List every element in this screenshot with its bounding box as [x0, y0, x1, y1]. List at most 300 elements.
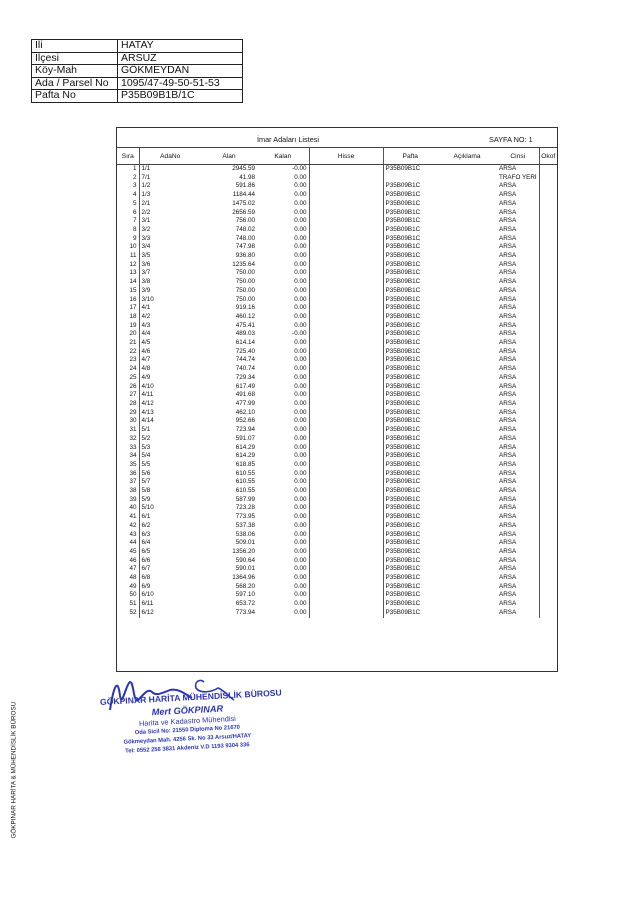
- table-cell: [437, 374, 497, 383]
- table-cell: ARSA: [499, 530, 517, 538]
- table-cell: P35B09B1C: [383, 365, 437, 374]
- table-cell: P35B09B1C: [383, 504, 437, 513]
- table-cell: 4/9: [139, 374, 201, 383]
- table-cell: [539, 400, 557, 409]
- side-office-text: GÖKPINAR HARİTA & MÜHENDİSLİK BÜROSU: [10, 701, 18, 839]
- table-cell: ARSA: [499, 339, 517, 347]
- table-cell: 34: [129, 452, 137, 460]
- table-cell: 1235.64: [232, 260, 255, 268]
- table-cell: 19: [129, 321, 137, 329]
- table-cell: 0.00: [294, 295, 307, 303]
- table-cell: [309, 531, 383, 540]
- table-cell: [437, 452, 497, 461]
- table-cell: [437, 269, 497, 278]
- table-cell: [309, 304, 383, 313]
- table-cell: 750.00: [235, 295, 255, 303]
- table-row: [117, 444, 557, 453]
- table-cell: 50: [129, 591, 137, 599]
- table-cell: 41: [129, 513, 137, 521]
- table-cell: [539, 591, 557, 600]
- column-header: Alan: [201, 148, 257, 165]
- table-cell: [539, 313, 557, 322]
- table-cell: [437, 504, 497, 513]
- table-cell: 43: [129, 530, 137, 538]
- table-cell: 0.00: [294, 539, 307, 547]
- table-cell: ARSA: [499, 182, 517, 190]
- table-cell: [539, 191, 557, 200]
- table-cell: ARSA: [499, 225, 517, 233]
- table-cell: [437, 235, 497, 244]
- table-cell: P35B09B1C: [383, 313, 437, 322]
- table-cell: [309, 252, 383, 261]
- table-cell: 42: [129, 521, 137, 529]
- table-cell: 0.00: [294, 460, 307, 468]
- table-cell: 0.00: [294, 382, 307, 390]
- table-row: [117, 165, 557, 174]
- table-cell: P35B09B1C: [383, 165, 437, 174]
- table-cell: 587.99: [235, 495, 255, 503]
- stamp-line-phone: Tel: 0552 256 3831 Akdeniz V.D 1193 9304 336: [125, 742, 250, 755]
- table-cell: [539, 609, 557, 618]
- table-row: [117, 226, 557, 235]
- table-cell: [539, 504, 557, 513]
- table-cell: P35B09B1C: [383, 496, 437, 505]
- table-cell: 49: [129, 582, 137, 590]
- table-cell: 4/8: [139, 365, 201, 374]
- table-cell: 6/1: [139, 513, 201, 522]
- table-cell: [539, 339, 557, 348]
- table-cell: 460.12: [235, 312, 255, 320]
- table-cell: [437, 174, 497, 183]
- table-cell: 10: [129, 243, 137, 251]
- table-cell: P35B09B1C: [383, 278, 437, 287]
- table-cell: [437, 496, 497, 505]
- table-cell: ARSA: [499, 513, 517, 521]
- table-row: [117, 478, 557, 487]
- table-cell: P35B09B1C: [383, 235, 437, 244]
- table-cell: 6/9: [139, 583, 201, 592]
- table-cell: [437, 470, 497, 479]
- table-cell: 12: [129, 260, 137, 268]
- table-cell: P35B09B1C: [383, 191, 437, 200]
- table-cell: 610.55: [235, 478, 255, 486]
- table-cell: ARSA: [499, 321, 517, 329]
- table-cell: 5/7: [139, 478, 201, 487]
- table-cell: [437, 461, 497, 470]
- list-header: [117, 128, 557, 147]
- table-cell: 5/6: [139, 470, 201, 479]
- table-cell: 756.00: [235, 217, 255, 225]
- table-cell: ARSA: [499, 252, 517, 260]
- table-cell: 4/7: [139, 356, 201, 365]
- table-cell: 35: [129, 460, 137, 468]
- table-cell: 0.00: [294, 217, 307, 225]
- table-cell: 26: [129, 382, 137, 390]
- table-cell: 2945.59: [232, 165, 255, 172]
- table-cell: 6/5: [139, 548, 201, 557]
- table-cell: 0.00: [294, 339, 307, 347]
- table-cell: 0.00: [294, 408, 307, 416]
- table-cell: P35B09B1C: [383, 243, 437, 252]
- table-row: [117, 435, 557, 444]
- table-cell: P35B09B1C: [383, 574, 437, 583]
- table-cell: ARSA: [499, 391, 517, 399]
- table-row: [117, 191, 557, 200]
- table-cell: [539, 461, 557, 470]
- table-cell: 6/11: [139, 600, 201, 609]
- table-cell: [437, 417, 497, 426]
- table-cell: [539, 235, 557, 244]
- table-row: [117, 374, 557, 383]
- table-cell: 0.00: [294, 260, 307, 268]
- table-cell: [437, 209, 497, 218]
- table-cell: [309, 174, 383, 183]
- table-cell: 5/9: [139, 496, 201, 505]
- table-cell: ARSA: [499, 208, 517, 216]
- table-cell: 0.00: [294, 513, 307, 521]
- table-cell: P35B09B1C: [383, 522, 437, 531]
- table-cell: 3: [132, 182, 137, 190]
- table-cell: [539, 200, 557, 209]
- table-cell: 6/12: [139, 609, 201, 618]
- table-cell: 610.55: [235, 469, 255, 477]
- table-cell: [539, 600, 557, 609]
- table-cell: 48: [129, 574, 137, 582]
- column-header: Açıklama: [437, 148, 497, 165]
- table-cell: 509.01: [235, 539, 255, 547]
- table-cell: [309, 235, 383, 244]
- stamp-line-title: Harita ve Kadastro Mühendisi: [138, 713, 237, 728]
- table-cell: 723.28: [235, 504, 255, 512]
- table-cell: [437, 200, 497, 209]
- table-cell: [437, 383, 497, 392]
- table-cell: [309, 278, 383, 287]
- table-cell: [539, 365, 557, 374]
- table-cell: 1364.96: [232, 574, 255, 582]
- table-cell: ARSA: [499, 373, 517, 381]
- table-cell: 0.00: [294, 321, 307, 329]
- table-row: [117, 557, 557, 566]
- table-cell: ARSA: [499, 243, 517, 251]
- table-cell: [437, 165, 497, 174]
- stamp-line-registry: Oda Sicil No: 21550 Diploma No 21670: [134, 724, 241, 737]
- table-cell: 0.00: [294, 574, 307, 582]
- table-cell: ARSA: [499, 417, 517, 425]
- table-cell: 40: [129, 504, 137, 512]
- table-cell: [539, 278, 557, 287]
- table-cell: P35B09B1C: [383, 252, 437, 261]
- table-cell: [539, 452, 557, 461]
- table-row: [117, 417, 557, 426]
- table-cell: 2656.59: [232, 208, 255, 216]
- table-cell: 4/12: [139, 400, 201, 409]
- table-cell: [437, 557, 497, 566]
- table-cell: [309, 539, 383, 548]
- table-cell: [309, 339, 383, 348]
- table-cell: 4/1: [139, 304, 201, 313]
- table-cell: P35B09B1C: [383, 444, 437, 453]
- table-cell: 6/2: [139, 522, 201, 531]
- table-cell: 591.86: [235, 182, 255, 190]
- table-row: [117, 339, 557, 348]
- table-cell: ARSA: [499, 304, 517, 312]
- table-row: [117, 461, 557, 470]
- table-cell: 0.00: [294, 608, 307, 616]
- table-cell: [437, 409, 497, 418]
- table-cell: ARSA: [499, 269, 517, 277]
- table-cell: 744.74: [235, 356, 255, 364]
- table-cell: ARSA: [499, 286, 517, 294]
- table-cell: 0.00: [294, 365, 307, 373]
- table-cell: [539, 252, 557, 261]
- table-row: [117, 278, 557, 287]
- table-cell: [437, 391, 497, 400]
- table-row: [117, 243, 557, 252]
- info-value: HATAY: [118, 40, 243, 53]
- table-cell: 36: [129, 469, 137, 477]
- info-key: Ada / Parsel No: [32, 77, 118, 90]
- table-cell: [437, 539, 497, 548]
- table-cell: [539, 182, 557, 191]
- table-cell: 31: [129, 426, 137, 434]
- table-cell: 6/3: [139, 531, 201, 540]
- table-cell: 21: [129, 339, 137, 347]
- table-cell: 3/1: [139, 217, 201, 226]
- table-cell: P35B09B1C: [383, 461, 437, 470]
- table-cell: 3/6: [139, 261, 201, 270]
- table-cell: 952.66: [235, 417, 255, 425]
- table-cell: [437, 330, 497, 339]
- column-header: Okof: [539, 148, 557, 165]
- table-cell: [309, 374, 383, 383]
- table-cell: [309, 383, 383, 392]
- table-cell: P35B09B1C: [383, 391, 437, 400]
- table-cell: 1: [132, 165, 137, 172]
- table-cell: [539, 243, 557, 252]
- table-cell: 45: [129, 547, 137, 555]
- info-row: [32, 65, 243, 78]
- table-cell: [309, 313, 383, 322]
- table-cell: [309, 182, 383, 191]
- table-cell: 0.00: [294, 469, 307, 477]
- table-cell: [539, 470, 557, 479]
- table-row: [117, 182, 557, 191]
- table-cell: [309, 600, 383, 609]
- table-cell: 33: [129, 443, 137, 451]
- table-cell: [437, 261, 497, 270]
- table-cell: [309, 574, 383, 583]
- table-cell: 52: [129, 608, 137, 616]
- table-cell: [539, 174, 557, 183]
- table-cell: P35B09B1C: [383, 348, 437, 357]
- table-cell: P35B09B1C: [383, 339, 437, 348]
- table-cell: 17: [129, 304, 137, 312]
- table-cell: [309, 444, 383, 453]
- table-cell: P35B09B1C: [383, 409, 437, 418]
- table-cell: P35B09B1C: [383, 487, 437, 496]
- table-cell: [309, 209, 383, 218]
- table-cell: P35B09B1C: [383, 557, 437, 566]
- table-cell: P35B09B1C: [383, 269, 437, 278]
- table-cell: [539, 269, 557, 278]
- table-cell: 614.14: [235, 339, 255, 347]
- table-cell: 4: [132, 191, 137, 199]
- table-cell: 25: [129, 373, 137, 381]
- table-row: [117, 261, 557, 270]
- table-cell: 18: [129, 312, 137, 320]
- table-cell: 14: [129, 278, 137, 286]
- table-cell: 5/8: [139, 487, 201, 496]
- table-cell: [539, 217, 557, 226]
- table-cell: [437, 531, 497, 540]
- table-cell: 0.00: [294, 495, 307, 503]
- table-cell: [437, 400, 497, 409]
- table-cell: 750.00: [235, 278, 255, 286]
- table-cell: 723.94: [235, 426, 255, 434]
- table-cell: [539, 226, 557, 235]
- table-cell: 1/1: [139, 165, 201, 174]
- table-cell: 51: [129, 600, 137, 608]
- table-cell: [309, 322, 383, 331]
- table-cell: ARSA: [499, 565, 517, 573]
- table-cell: ARSA: [499, 234, 517, 242]
- table-cell: [437, 591, 497, 600]
- table-cell: 6/4: [139, 539, 201, 548]
- table-cell: [309, 330, 383, 339]
- table-cell: 38: [129, 487, 137, 495]
- table-cell: [309, 591, 383, 600]
- table-row: [117, 496, 557, 505]
- table-cell: [437, 426, 497, 435]
- table-cell: ARSA: [499, 426, 517, 434]
- table-cell: P35B09B1C: [383, 304, 437, 313]
- table-cell: P35B09B1C: [383, 426, 437, 435]
- table-cell: [437, 243, 497, 252]
- table-cell: 0.00: [294, 234, 307, 242]
- table-row: [117, 574, 557, 583]
- table-cell: [539, 539, 557, 548]
- table-cell: P35B09B1C: [383, 531, 437, 540]
- table-row: [117, 565, 557, 574]
- table-cell: [437, 600, 497, 609]
- table-cell: 475.41: [235, 321, 255, 329]
- table-cell: 32: [129, 434, 137, 442]
- table-cell: [309, 269, 383, 278]
- table-cell: [539, 522, 557, 531]
- table-cell: 618.85: [235, 460, 255, 468]
- table-cell: [437, 217, 497, 226]
- table-cell: 41.98: [239, 173, 255, 181]
- table-cell: [309, 191, 383, 200]
- table-cell: 1/2: [139, 182, 201, 191]
- table-cell: 5: [132, 199, 137, 207]
- table-cell: [539, 165, 557, 174]
- table-cell: ARSA: [499, 260, 517, 268]
- info-value: GÖKMEYDAN: [118, 65, 243, 78]
- table-row: [117, 304, 557, 313]
- table-cell: 0.00: [294, 191, 307, 199]
- table-cell: TRAFO YERİ: [499, 173, 537, 181]
- table-row: [117, 470, 557, 479]
- table-cell: [309, 217, 383, 226]
- table-cell: [539, 496, 557, 505]
- info-value: 1095/47-49-50-51-53: [118, 77, 243, 90]
- table-cell: 0.00: [294, 243, 307, 251]
- table-cell: [309, 496, 383, 505]
- table-cell: ARSA: [499, 191, 517, 199]
- table-cell: [437, 513, 497, 522]
- table-cell: 6/7: [139, 565, 201, 574]
- table-cell: [539, 383, 557, 392]
- table-cell: 4/11: [139, 391, 201, 400]
- table-cell: P35B09B1C: [383, 435, 437, 444]
- table-cell: ARSA: [499, 365, 517, 373]
- table-cell: [539, 287, 557, 296]
- table-cell: 0.00: [294, 356, 307, 364]
- table-cell: 653.72: [235, 600, 255, 608]
- table-row: [117, 513, 557, 522]
- table-cell: 3/2: [139, 226, 201, 235]
- table-cell: 729.34: [235, 373, 255, 381]
- table-cell: ARSA: [499, 591, 517, 599]
- table-cell: P35B09B1C: [383, 287, 437, 296]
- table-cell: 0.00: [294, 312, 307, 320]
- table-cell: 590.64: [235, 556, 255, 564]
- table-cell: [539, 583, 557, 592]
- table-cell: 0.00: [294, 478, 307, 486]
- table-cell: 6/6: [139, 557, 201, 566]
- table-cell: [437, 252, 497, 261]
- table-cell: 6: [132, 208, 137, 216]
- table-cell: 477.99: [235, 399, 255, 407]
- table-cell: 8: [132, 225, 137, 233]
- imar-table: [117, 147, 557, 618]
- table-cell: 1/3: [139, 191, 201, 200]
- table-cell: ARSA: [499, 495, 517, 503]
- table-cell: 0.00: [294, 547, 307, 555]
- table-cell: ARSA: [499, 608, 517, 616]
- table-cell: [309, 417, 383, 426]
- table-cell: ARSA: [499, 478, 517, 486]
- table-cell: 4/2: [139, 313, 201, 322]
- table-cell: 0.00: [294, 278, 307, 286]
- table-row: [117, 426, 557, 435]
- table-row: [117, 504, 557, 513]
- table-cell: 0.00: [294, 582, 307, 590]
- table-cell: 0.00: [294, 417, 307, 425]
- table-cell: [309, 452, 383, 461]
- table-cell: 4/10: [139, 383, 201, 392]
- table-cell: P35B09B1C: [383, 600, 437, 609]
- table-cell: 3/3: [139, 235, 201, 244]
- table-cell: [309, 487, 383, 496]
- table-cell: 4/6: [139, 348, 201, 357]
- table-cell: [309, 478, 383, 487]
- table-cell: 750.00: [235, 269, 255, 277]
- table-cell: P35B09B1C: [383, 539, 437, 548]
- table-cell: [309, 461, 383, 470]
- table-cell: [437, 565, 497, 574]
- table-row: [117, 209, 557, 218]
- table-cell: 597.10: [235, 591, 255, 599]
- table-cell: [309, 348, 383, 357]
- table-row: [117, 330, 557, 339]
- table-cell: [437, 278, 497, 287]
- table-cell: 4/13: [139, 409, 201, 418]
- table-cell: ARSA: [499, 312, 517, 320]
- table-cell: 13: [129, 269, 137, 277]
- table-header-row: [117, 148, 557, 165]
